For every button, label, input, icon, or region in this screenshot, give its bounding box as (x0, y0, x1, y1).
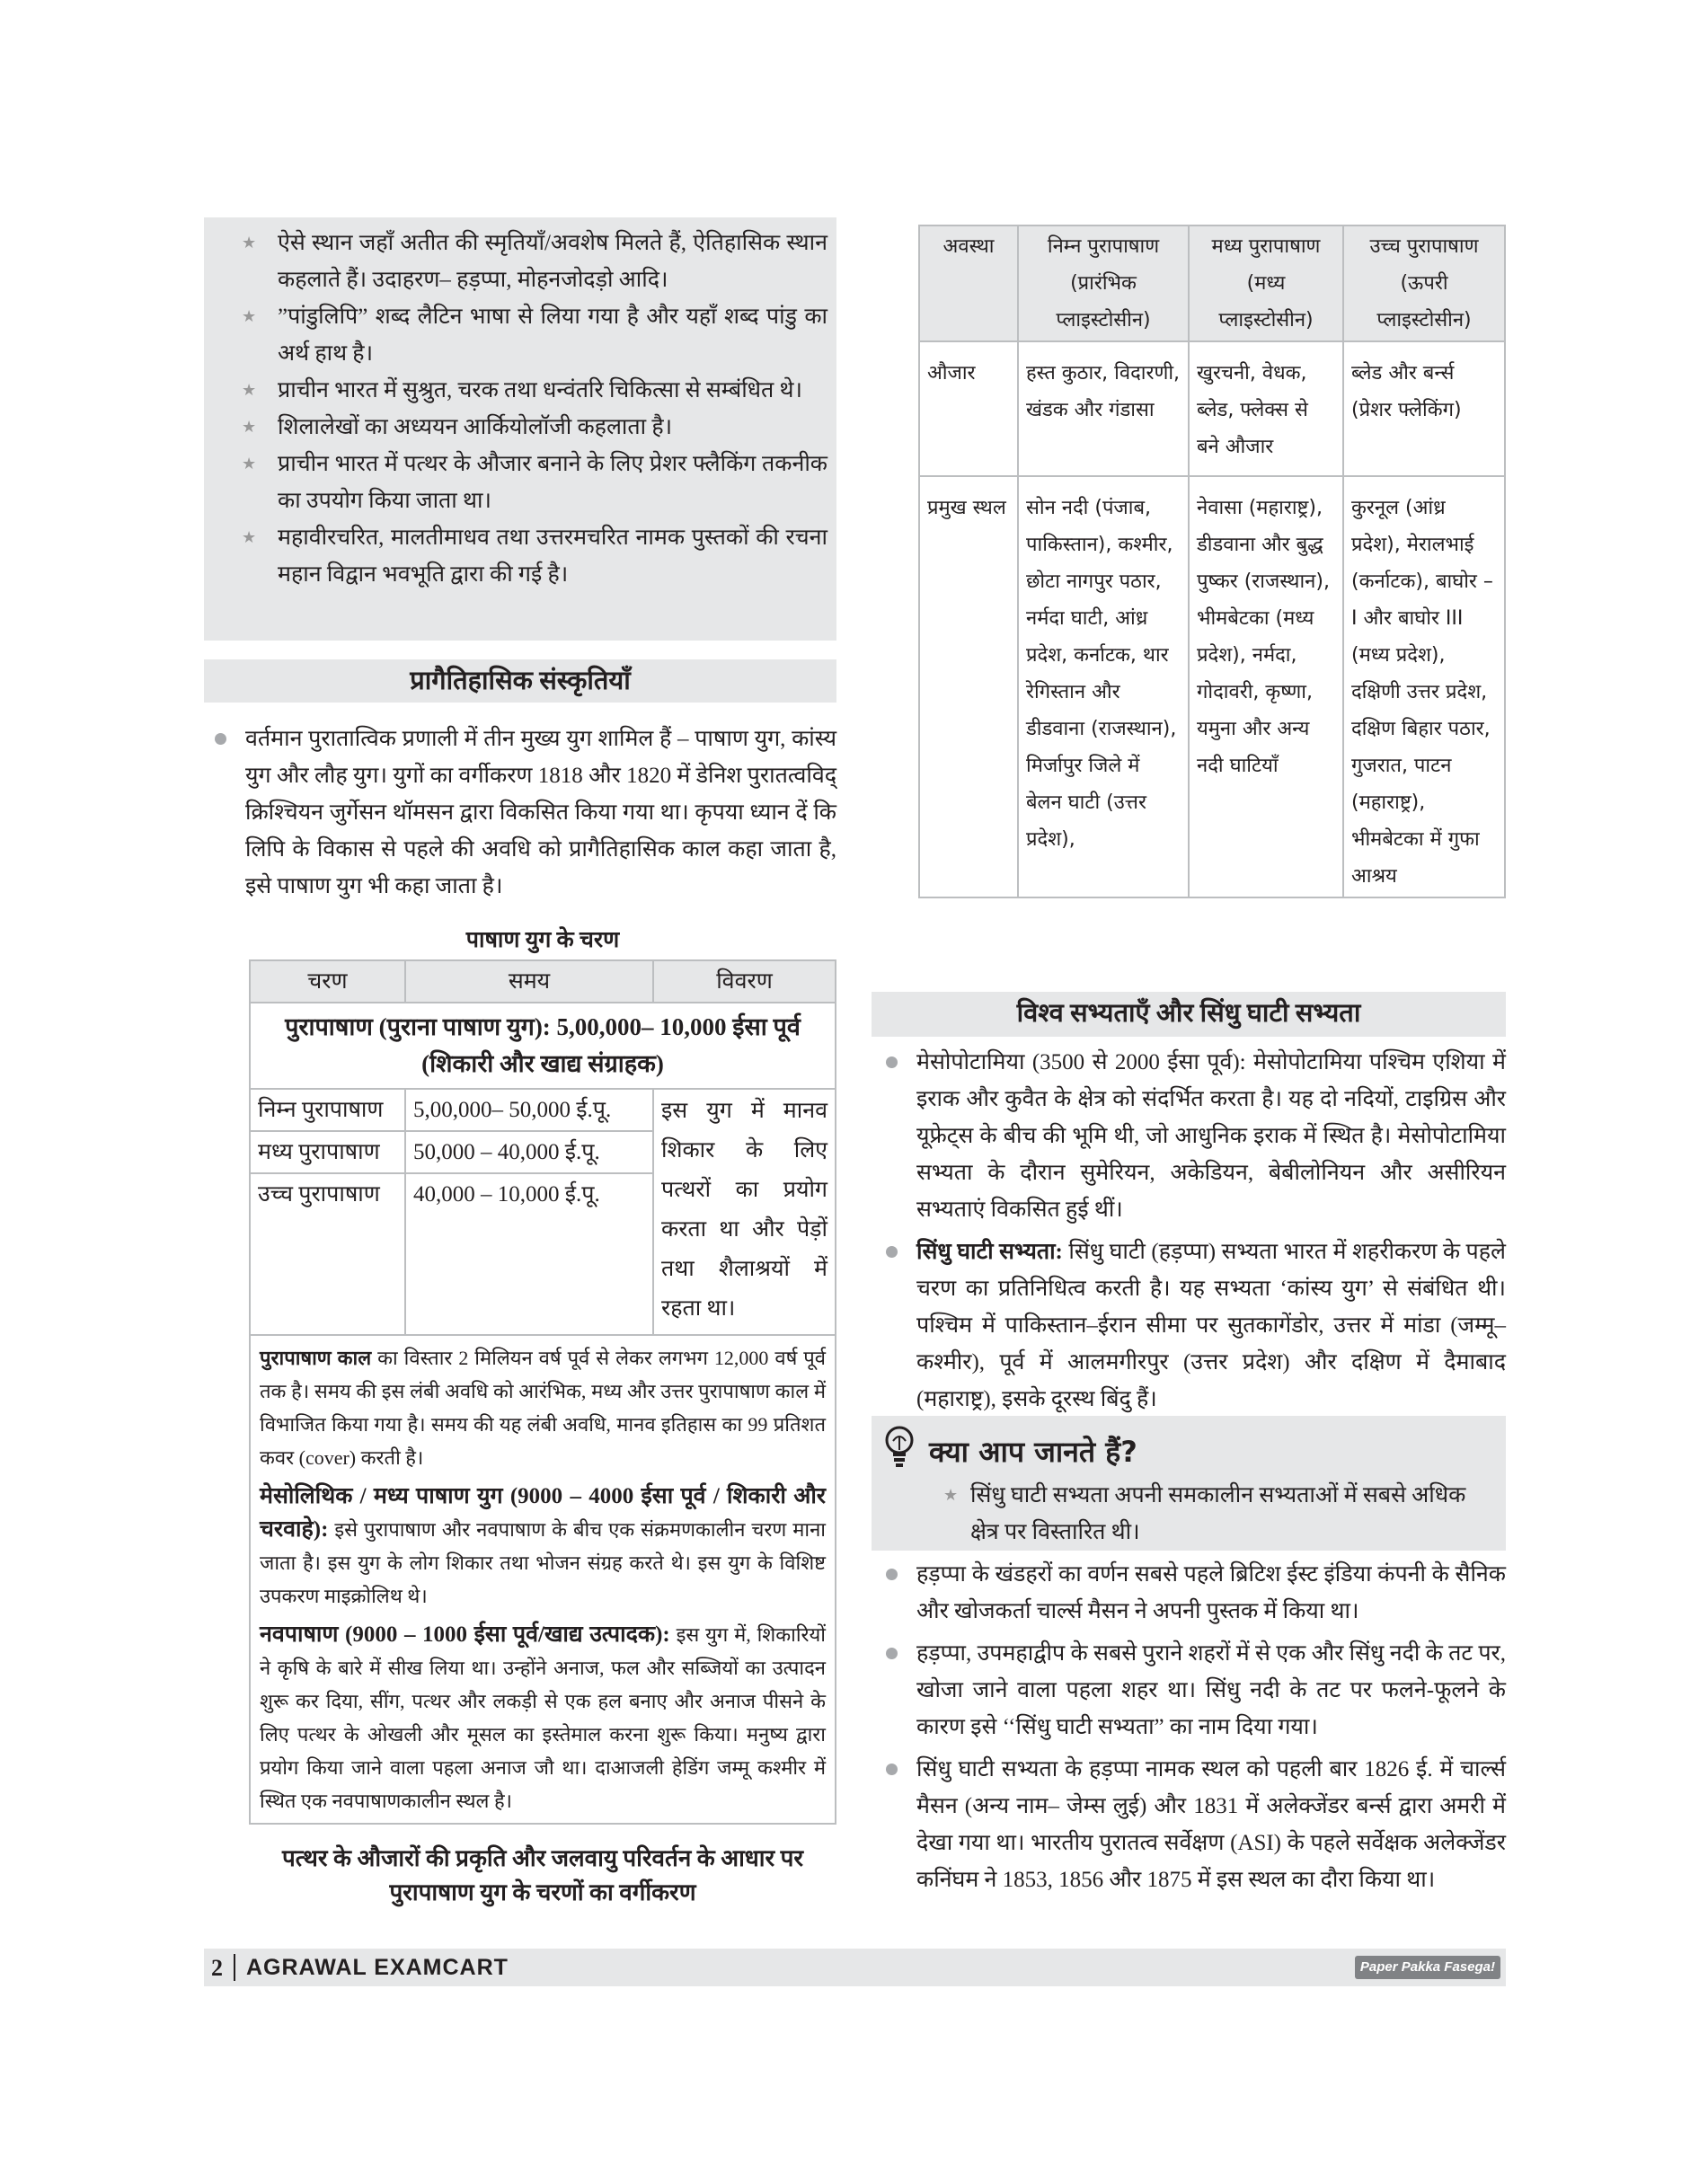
intro-paragraph: वर्तमान पुरातात्विक प्रणाली में तीन मुख्य युग शामिल हैं – पाषाण युग, कांस्य युग और लौह युग। युगों का वर्गीकरण 1818 और 1820 में डेनिश पुरातत्वविद् क्रिश्चियन जुर्गेसन थॉमसन द्वारा विकसित किया गया था। कृपया ध्यान दें कि लिपि के विकास से पहले की अवधि को प्रागैतिहासिक काल कहा जाता है, इसे पाषाण युग भी कहा जाता है। (245, 720, 836, 905)
col-header: चरण (250, 960, 405, 1003)
fact-item: ★ महावीरचरित, मालतीमाधव तथा उत्तरमचरित नामक पुस्तकों की रचना महान विद्वान भवभूति द्वारा की गई है। (231, 519, 827, 593)
fact-item: ★ ”पांडुलिपि” शब्द लैटिन भाषा से लिया गया है और यहाँ शब्द पांडु का अर्थ हाथ है। (231, 298, 827, 372)
bullet-icon (215, 733, 226, 745)
fact-item: ★ प्राचीन भारत में सुश्रुत, चरक तथा धन्वंतरि चिकित्सा से सम्बंधित थे। (231, 372, 827, 409)
did-you-know-title: क्या आप जानते हैं? (929, 1435, 1137, 1469)
notes-cell: पुरापाषाण काल का विस्तार 2 मिलियन वर्ष पूर्व से लेकर लगभग 12,000 वर्ष पूर्व तक है। समय की इस लंबी अवधि को आरंभिक, मध्य और उत्तर पुरापाषाण काल में विभाजित किया गया है। समय की यह लंबी अवधि, मानव इतिहास का 99 प्रतिशत कवर (cover) करती है। मेसोलिथिक / मध्य पाषाण युग (9000 – 4000 ईसा पूर्व / शिकारी और चरवाहे): इसे पुरापाषाण और नवपाषाण के बीच एक संक्रमणकालीन चरण माना जाता है। इस युग के लोग शिकार तथा भोजन संग्रह करते थे। इस युग के विशिष्ट उपकरण माइक्रोलिथ थे। नवपाषाण (9000 – 1000 ईसा पूर्व/खाद्य उत्पादक): इस युग में, शिकारियों ने कृषि के बारे में सीख लिया था। उन्होंने अनाज, फल और सब्जियों का उत्पादन शुरू कर दिया, सींग, पत्थर और लकड़ी से एक हल बनाए और अनाज पीसने के लिए पत्थर के ओखली और मूसल का इस्तेमाल करना शुरू किया। मनुष्य द्वारा प्रयोग किया जाने वाला पहला अनाज जौ था। दाआजली हेडिंग जम्मू कश्मीर में स्थित एक नवपाषाणकालीन स्थल है। (250, 1335, 836, 1824)
col-header: मध्य पुरापाषाण (मध्य प्लाइस्टोसीन) (1189, 225, 1343, 341)
facts-box (204, 217, 836, 641)
fact-item: ★ सिंधु घाटी सभ्यता अपनी समकालीन सभ्यताओं में सबसे अधिक क्षेत्र पर विस्तारित थी। (943, 1477, 1493, 1551)
cell: सोन नदी (पंजाब, पाकिस्तान), कश्मीर, छोटा नागपुर पठार, नर्मदा घाटी, आंध्र प्रदेश, कर्नाटक, थार रेगिस्तान और डीडवाना (राजस्थान), मिर्जापुर जिले में बेलन घाटी (उत्तर प्रदेश), (1018, 476, 1189, 897)
tagline-badge: Paper Pakka Fasega! (1355, 1956, 1500, 1979)
page-number: 2 (211, 1954, 223, 1981)
cell: खुरचनी, वेधक, ब्लेड, फ्लेक्स से बने औजार (1189, 341, 1343, 476)
bullet-item: मेसोपोटामिया (3500 से 2000 ईसा पूर्व): मेसोपोटामिया पश्चिम एशिया में इराक और कुवैत के क्षेत्र को संदर्भित करता है। यह दो नदियों, टाइग्रिस और यूफ्रेट्स के बीच की भूमि थी, जो आधुनिक इराक में स्थित है। मेसोपोटामिया सभ्यता के दौरान सुमेरियन, अकेडियन, बेबीलोनियन और असीरियन सभ्यताएं विकसित हुई थीं। (916, 1044, 1506, 1228)
bullet-icon (886, 1648, 898, 1659)
cell: प्रमुख स्थल (919, 476, 1018, 897)
star-icon: ★ (242, 455, 257, 473)
cell: कुरनूल (आंध्र प्रदेश), मेरालभाई (कर्नाटक), बाघोर –I और बाघोर III (मध्य प्रदेश), दक्षिणी उत्तर प्रदेश, दक्षिण बिहार पठार, गुजरात, पाटन (महाराष्ट्र), भीमबेटका में गुफा आश्रय (1343, 476, 1505, 897)
col-header: अवस्था (919, 225, 1018, 341)
brand-logo: AGRAWAL EXAMCART (246, 1954, 509, 1980)
star-icon: ★ (242, 307, 257, 325)
cell: मध्य पुरापाषाण (250, 1131, 405, 1173)
cell: हस्त कुठार, विदारणी, खंडक और गंडासा (1018, 341, 1189, 476)
bullet-icon (886, 1569, 898, 1580)
harappa-bullets (916, 1556, 1506, 1904)
paleolithic-table (918, 225, 1506, 898)
cell: 5,00,000– 50,000 ई.पू. (405, 1089, 653, 1131)
civilization-bullets (916, 1044, 1506, 1423)
bullet-item: हड़प्पा के खंडहरों का वर्णन सबसे पहले ब्रिटिश ईस्ट इंडिया कंपनी के सैनिक और खोजकर्ता चार्ल्स मैसन ने अपनी पुस्तक में किया था। (916, 1556, 1506, 1630)
did-you-know-box (872, 1416, 1506, 1551)
cell: उच्च पुरापाषाण (250, 1173, 405, 1335)
cell: 40,000 – 10,000 ई.पू. (405, 1173, 653, 1335)
cell: ब्लेड और बर्न्स (प्रेशर फ्लेकिंग) (1343, 341, 1505, 476)
cell: निम्न पुरापाषाण (250, 1089, 405, 1131)
footer (204, 1949, 1506, 1986)
section-heading: विश्व सभ्यताएँ और सिंधु घाटी सभ्यता (872, 992, 1506, 1037)
bullet-item: सिंधु घाटी सभ्यता: सिंधु घाटी (हड़प्पा) सभ्यता भारत में शहरीकरण के पहले चरण का प्रतिनिधित्व करती है। यह सभ्यता ‘कांस्य युग’ से संबंधित थी। पश्चिम में पाकिस्तान–ईरान सीमा पर सुतकागेंडोर, उत्तर में मांडा (जम्मू–कश्मीर), पूर्व में आलमगीरपुर (उत्तर प्रदेश) और दक्षिण में दैमाबाद (महाराष्ट्र), इसके दूरस्थ बिंदु हैं। (916, 1233, 1506, 1418)
span-row: पुरापाषाण (पुराना पाषाण युग): 5,00,000– 10,000 ईसा पूर्व (शिकारी और खाद्य संग्राहक) (250, 1003, 836, 1089)
table-title: पाषाण युग के चरण (465, 928, 620, 952)
lightbulb-icon (882, 1425, 916, 1470)
bullet-icon (886, 1056, 898, 1068)
divider (234, 1954, 235, 1981)
bullet-item: हड़प्पा, उपमहाद्वीप के सबसे पुराने शहरों में से एक और सिंधु नदी के तट पर, खोजा जाने वाला पहला शहर था। सिंधु नदी के तट पर फलने-फूलने के कारण इसे ‘‘सिंधु घाटी सभ्यता” का नाम दिया गया। (916, 1635, 1506, 1746)
fact-item: ★ शिलालेखों का अध्ययन आर्कियोलॉजी कहलाता है। (231, 409, 827, 446)
cell: 50,000 – 40,000 ई.पू. (405, 1131, 653, 1173)
cell: नेवासा (महाराष्ट्र), डीडवाना और बुद्ध पुष्कर (राजस्थान), भीमबेटका (मध्य प्रदेश), नर्मदा, गोदावरी, कृष्णा, यमुना और अन्य नदी घाटियाँ (1189, 476, 1343, 897)
col-header: निम्न पुरापाषाण (प्रारंभिक प्लाइस्टोसीन) (1018, 225, 1189, 341)
star-icon: ★ (242, 418, 257, 436)
description-cell: इस युग में मानव शिकार के लिए पत्थरों का प्रयोग करता था और पेड़ों तथा शैलाश्रयों में रहता था। (653, 1089, 836, 1335)
bullet-icon (886, 1246, 898, 1258)
col-header: समय (405, 960, 653, 1003)
star-icon: ★ (242, 528, 257, 546)
caption: पत्थर के औजारों की प्रकृति और जलवायु परिवर्तन के आधार पर पुरापाषाण युग के चरणों का वर्गीकरण (281, 1845, 804, 1905)
star-icon: ★ (242, 234, 257, 252)
cell: औजार (919, 341, 1018, 476)
bullet-icon (886, 1764, 898, 1775)
col-header: उच्च पुरापाषाण (ऊपरी प्लाइस्टोसीन) (1343, 225, 1505, 341)
bullet-item: सिंधु घाटी सभ्यता के हड़प्पा नामक स्थल को पहली बार 1826 ई. में चार्ल्स मैसन (अन्य नाम– जेम्स लुई) और 1831 में अलेक्जेंडर बर्न्स द्वारा अमरी में देखा गया था। भारतीय पुरातत्व सर्वेक्षण (ASI) के पहले सर्वेक्षक अलेक्जेंडर कनिंघम ने 1853, 1856 और 1875 में इस स्थल का दौरा किया था। (916, 1751, 1506, 1898)
fact-item: ★ प्राचीन भारत में पत्थर के औजार बनाने के लिए प्रेशर फ्लैकिंग तकनीक का उपयोग किया जाता था। (231, 446, 827, 519)
col-header: विवरण (653, 960, 836, 1003)
stone-age-table (249, 959, 836, 1825)
fact-item: ★ ऐसे स्थान जहाँ अतीत की स्मृतियाँ/अवशेष मिलते हैं, ऐतिहासिक स्थान कहलाते हैं। उदाहरण– हड़प्पा, मोहनजोदड़ो आदि। (231, 225, 827, 298)
star-icon: ★ (943, 1486, 959, 1504)
section-heading: प्रागैतिहासिक संस्कृतियाँ (204, 659, 836, 703)
star-icon: ★ (242, 381, 257, 399)
